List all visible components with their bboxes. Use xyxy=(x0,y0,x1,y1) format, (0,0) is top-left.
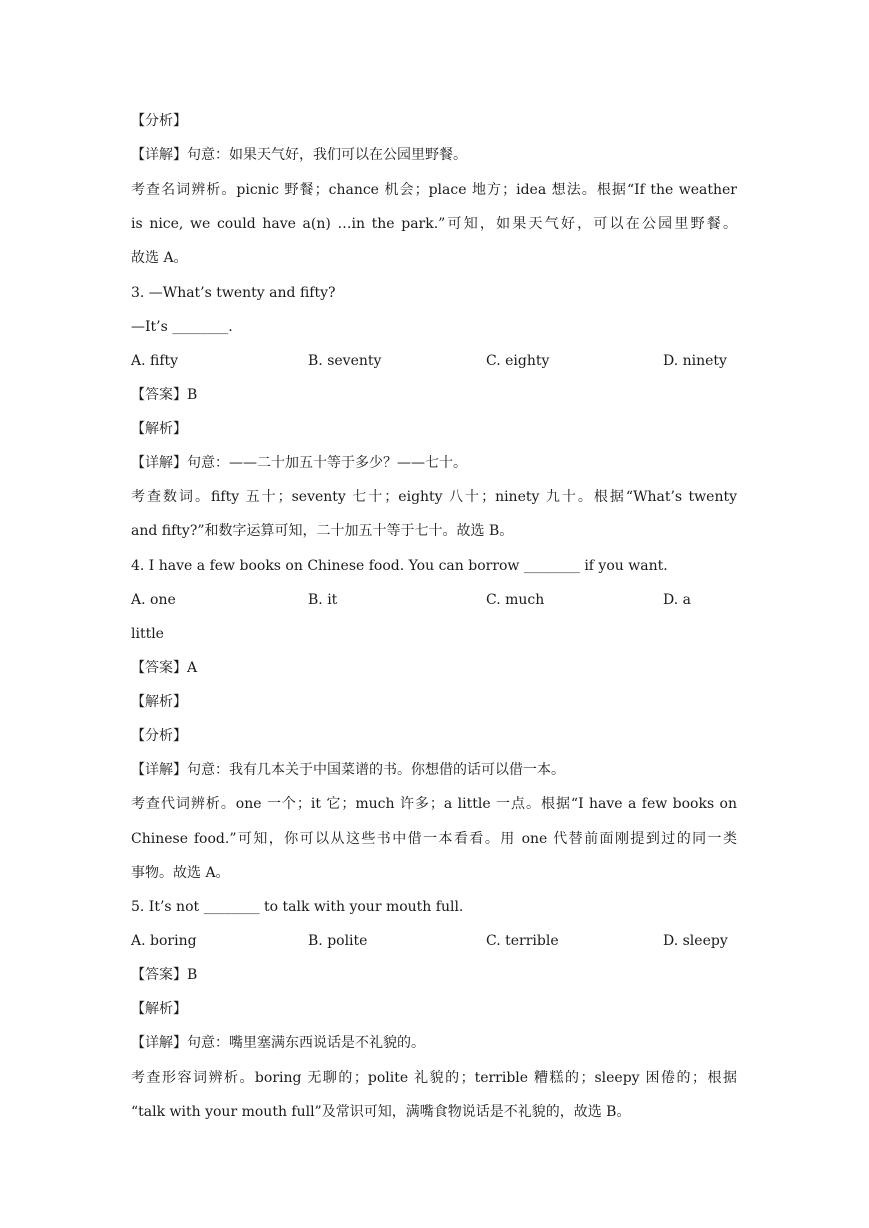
analysis-heading: 【解析】 xyxy=(131,1001,187,1017)
option-d: D. sleepy xyxy=(663,933,728,949)
explanation-line: 【详解】句意：——二十加五十等于多少？——七十。 xyxy=(131,455,467,471)
explanation-line: and fifty?”和数字运算可知，二十加五十等于七十。故选 B。 xyxy=(131,523,514,539)
option-a: A. one xyxy=(131,592,176,608)
analysis-heading: 【分析】 xyxy=(131,113,187,129)
explanation-line: 【详解】句意：嘴里塞满东西说话是不礼貌的。 xyxy=(131,1035,425,1051)
explanation-line: is nice, we could have a(n) …in the park.”可知，如果天气好，可以在公园里野餐。 xyxy=(131,216,737,232)
option-a: A. fifty xyxy=(131,353,179,369)
explanation-line: 考查形容词辨析。boring 无聊的；polite 礼貌的；terrible 糟糕的；sleepy 困倦的；根据 xyxy=(131,1070,737,1086)
answer-line: 【答案】A xyxy=(131,660,198,676)
option-b: B. seventy xyxy=(308,353,382,369)
analysis-heading: 【解析】 xyxy=(131,421,187,437)
explanation-line: 【详解】句意：我有几本关于中国菜谱的书。你想借的话可以借一本。 xyxy=(131,762,565,778)
answer-line: 【答案】B xyxy=(131,387,198,403)
explanation-line: 事物。故选 A。 xyxy=(131,865,230,881)
explanation-line: “talk with your mouth full”及常识可知，满嘴食物说话是不礼貌的，故选 B。 xyxy=(131,1104,631,1120)
option-c: C. eighty xyxy=(486,353,550,369)
question-3-response: —It’s ________. xyxy=(131,319,233,335)
option-b: B. it xyxy=(308,592,338,608)
explanation-line: 考查数词。fifty 五十；seventy 七十；eighty 八十；ninety 九十。根据“What’s twenty xyxy=(131,489,737,505)
explanation-line: Chinese food.”可知，你可以从这些书中借一本看看。用 one 代替前面刚提到过的同一类 xyxy=(131,831,737,847)
analysis-heading: 【分析】 xyxy=(131,728,187,744)
option-d: D. ninety xyxy=(663,353,727,369)
question-4-stem: 4. I have a few books on Chinese food. You can borrow ________ if you want. xyxy=(131,558,668,574)
answer-line: 【答案】B xyxy=(131,967,198,983)
option-a: A. boring xyxy=(131,933,197,949)
explanation-line: 故选 A。 xyxy=(131,250,188,266)
option-c: C. much xyxy=(486,592,545,608)
option-d-continued: little xyxy=(131,626,164,642)
option-c: C. terrible xyxy=(486,933,559,949)
explanation-line: 【详解】句意：如果天气好，我们可以在公园里野餐。 xyxy=(131,147,467,163)
question-5-stem: 5. It’s not ________ to talk with your mouth full. xyxy=(131,899,464,915)
option-d: D. a xyxy=(663,592,691,608)
explanation-line: 考查名词辨析。picnic 野餐；chance 机会；place 地方；idea 想法。根据“If the weather xyxy=(131,182,737,198)
question-3-stem: 3. —What’s twenty and fifty? xyxy=(131,285,336,301)
option-b: B. polite xyxy=(308,933,368,949)
analysis-heading: 【解析】 xyxy=(131,694,187,710)
explanation-line: 考查代词辨析。one 一个；it 它；much 许多；a little 一点。根据“I have a few books on xyxy=(131,796,737,812)
